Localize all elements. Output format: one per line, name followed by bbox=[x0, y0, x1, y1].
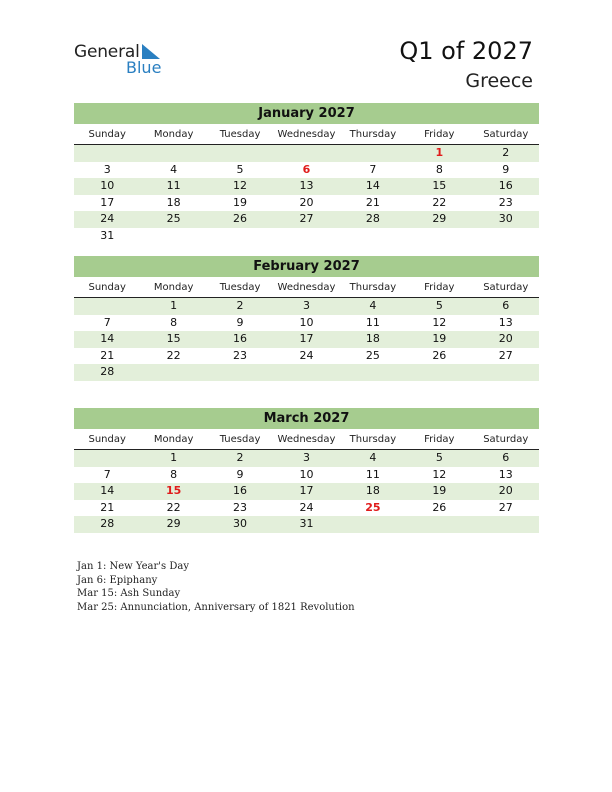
holiday-note: Jan 1: New Year's Day bbox=[77, 561, 189, 572]
date-cell: 24 bbox=[100, 212, 115, 225]
weekday-label: Thursday bbox=[349, 129, 397, 140]
date-cell: 11 bbox=[365, 467, 380, 481]
logo-blue-text: Blue bbox=[126, 58, 162, 77]
logo-general-text: General bbox=[74, 42, 140, 62]
holiday-note: Jan 6: Epiphany bbox=[77, 574, 158, 586]
weekday-label: Wednesday bbox=[277, 434, 336, 445]
date-cell: 3 bbox=[103, 162, 111, 176]
date-cell: 27 bbox=[299, 212, 314, 225]
weekday-label: Wednesday bbox=[277, 282, 336, 293]
date-cell: 2 bbox=[502, 146, 510, 159]
date-cell: 9 bbox=[236, 315, 244, 329]
date-cell: 6 bbox=[502, 451, 510, 464]
date-cell bbox=[140, 145, 206, 162]
date-cell: 9 bbox=[502, 162, 510, 176]
date-cell: 18 bbox=[365, 484, 380, 497]
week-row bbox=[74, 315, 539, 332]
date-cell: 22 bbox=[166, 348, 181, 362]
date-cell: 30 bbox=[498, 212, 513, 225]
holiday-date-cell: 25 bbox=[365, 500, 381, 514]
week-row bbox=[74, 211, 539, 228]
date-cell: 12 bbox=[432, 467, 447, 481]
month-title: February 2027 bbox=[74, 256, 539, 277]
month-calendar bbox=[74, 408, 539, 533]
date-cell: 14 bbox=[365, 179, 380, 192]
date-cell bbox=[140, 364, 206, 381]
date-cell: 25 bbox=[166, 212, 181, 225]
week-row bbox=[74, 364, 539, 381]
date-cell bbox=[406, 364, 472, 381]
date-cell: 8 bbox=[170, 467, 178, 481]
date-cell: 21 bbox=[100, 348, 115, 362]
date-cell bbox=[273, 364, 339, 381]
date-cell: 1 bbox=[170, 451, 178, 464]
date-cell bbox=[207, 145, 273, 162]
date-cell: 21 bbox=[100, 500, 115, 514]
week-row bbox=[74, 195, 539, 212]
month-title: March 2027 bbox=[74, 408, 539, 429]
weekday-label: Sunday bbox=[88, 129, 126, 140]
holiday-date-cell: 1 bbox=[435, 146, 444, 159]
date-cell: 7 bbox=[103, 315, 111, 329]
date-cell: 12 bbox=[432, 315, 447, 329]
date-cell: 24 bbox=[299, 500, 314, 514]
weekday-label: Friday bbox=[424, 129, 455, 140]
date-cell: 15 bbox=[432, 179, 447, 192]
date-cell bbox=[340, 364, 406, 381]
date-cell bbox=[74, 145, 140, 162]
date-cell: 4 bbox=[369, 451, 377, 464]
date-cell bbox=[473, 228, 539, 245]
date-cell: 6 bbox=[502, 299, 510, 312]
week-row bbox=[74, 162, 539, 179]
holiday-note: Mar 15: Ash Sunday bbox=[77, 588, 181, 599]
date-cell: 3 bbox=[302, 299, 310, 312]
date-cell: 26 bbox=[432, 348, 447, 362]
date-cell: 24 bbox=[299, 348, 314, 362]
date-cell: 28 bbox=[100, 517, 115, 530]
date-cell bbox=[273, 228, 339, 245]
holiday-date-cell: 6 bbox=[302, 162, 311, 176]
weekday-label: Monday bbox=[153, 129, 194, 140]
date-cell: 10 bbox=[299, 315, 314, 329]
date-cell: 13 bbox=[498, 315, 513, 329]
date-cell: 30 bbox=[233, 517, 248, 530]
date-cell: 20 bbox=[299, 195, 314, 209]
weekday-header-row bbox=[74, 280, 539, 298]
date-cell: 3 bbox=[302, 451, 310, 464]
week-row bbox=[74, 331, 539, 348]
date-cell: 4 bbox=[170, 162, 178, 176]
date-cell: 21 bbox=[365, 195, 380, 209]
date-cell bbox=[340, 145, 406, 162]
weekday-label: Friday bbox=[424, 434, 455, 445]
week-row bbox=[74, 178, 539, 195]
date-cell: 14 bbox=[100, 484, 115, 497]
date-cell bbox=[74, 298, 140, 315]
date-cell: 10 bbox=[100, 179, 115, 192]
date-cell bbox=[140, 228, 206, 245]
date-cell: 10 bbox=[299, 467, 314, 481]
date-cell: 19 bbox=[233, 195, 248, 209]
date-cell: 11 bbox=[365, 315, 380, 329]
date-cell: 13 bbox=[498, 467, 513, 481]
weekday-label: Saturday bbox=[483, 434, 529, 445]
date-cell bbox=[406, 228, 472, 245]
date-cell: 5 bbox=[236, 162, 244, 176]
weekday-label: Monday bbox=[153, 434, 194, 445]
date-cell: 29 bbox=[166, 517, 181, 530]
date-cell bbox=[473, 364, 539, 381]
date-cell: 22 bbox=[166, 500, 181, 514]
week-row bbox=[74, 467, 539, 484]
date-cell: 20 bbox=[498, 484, 513, 497]
week-row bbox=[74, 516, 539, 533]
week-row bbox=[74, 228, 539, 245]
date-cell: 7 bbox=[103, 467, 111, 481]
date-cell: 2 bbox=[236, 451, 244, 464]
date-cell: 26 bbox=[233, 212, 248, 225]
weekday-label: Wednesday bbox=[277, 129, 336, 140]
date-cell: 17 bbox=[299, 484, 314, 497]
weekday-label: Tuesday bbox=[219, 434, 261, 445]
date-cell: 31 bbox=[299, 517, 314, 530]
date-cell: 27 bbox=[498, 348, 513, 362]
date-cell bbox=[207, 364, 273, 381]
page-title: Q1 of 2027 bbox=[399, 37, 533, 65]
date-cell: 13 bbox=[299, 179, 314, 192]
logo bbox=[74, 42, 174, 76]
weekday-label: Friday bbox=[424, 282, 455, 293]
weekday-label: Monday bbox=[153, 282, 194, 293]
date-cell: 4 bbox=[369, 299, 377, 312]
week-row bbox=[74, 450, 539, 467]
holiday-date-cell: 15 bbox=[165, 484, 182, 497]
date-cell bbox=[340, 228, 406, 245]
week-row bbox=[74, 145, 539, 162]
date-cell: 8 bbox=[170, 315, 178, 329]
date-cell: 18 bbox=[365, 332, 380, 345]
date-cell bbox=[273, 145, 339, 162]
date-cell: 1 bbox=[170, 299, 178, 312]
date-cell bbox=[207, 228, 273, 245]
date-cell bbox=[340, 516, 406, 533]
holiday-note: Mar 25: Annunciation, Anniversary of 1821 Revolution bbox=[77, 601, 355, 613]
date-cell: 16 bbox=[233, 484, 248, 497]
month-calendar bbox=[74, 256, 539, 381]
date-cell: 23 bbox=[498, 195, 513, 209]
date-cell: 15 bbox=[166, 332, 181, 345]
date-cell: 22 bbox=[432, 195, 447, 209]
date-cell bbox=[473, 516, 539, 533]
holiday-notes bbox=[77, 560, 355, 614]
weekday-header-row bbox=[74, 432, 539, 450]
weekday-label: Sunday bbox=[88, 282, 126, 293]
country-name: Greece bbox=[465, 70, 533, 92]
month-calendar bbox=[74, 103, 539, 244]
date-cell: 9 bbox=[236, 467, 244, 481]
date-cell: 8 bbox=[435, 162, 443, 176]
weekday-label: Thursday bbox=[349, 282, 397, 293]
weekday-label: Thursday bbox=[349, 434, 397, 445]
date-cell: 25 bbox=[365, 348, 380, 362]
date-cell: 23 bbox=[233, 348, 248, 362]
date-cell: 11 bbox=[166, 179, 181, 192]
date-cell: 5 bbox=[435, 451, 443, 464]
week-row bbox=[74, 348, 539, 365]
date-cell bbox=[406, 516, 472, 533]
date-cell: 31 bbox=[100, 228, 115, 242]
date-cell: 29 bbox=[432, 212, 447, 225]
date-cell: 18 bbox=[166, 195, 181, 209]
date-cell: 2 bbox=[236, 299, 244, 312]
week-row bbox=[74, 500, 539, 517]
date-cell bbox=[74, 450, 140, 467]
date-cell: 7 bbox=[369, 162, 377, 176]
date-cell: 17 bbox=[299, 332, 314, 345]
date-cell: 12 bbox=[233, 179, 248, 192]
date-cell: 28 bbox=[100, 365, 115, 378]
date-cell: 19 bbox=[432, 484, 447, 497]
date-cell: 5 bbox=[435, 299, 443, 312]
weekday-label: Saturday bbox=[483, 282, 529, 293]
date-cell: 27 bbox=[498, 500, 513, 514]
date-cell: 23 bbox=[233, 500, 248, 514]
date-cell: 14 bbox=[100, 332, 115, 345]
weekday-label: Tuesday bbox=[219, 282, 261, 293]
weekday-header-row bbox=[74, 127, 539, 145]
weekday-label: Sunday bbox=[88, 434, 126, 445]
date-cell: 16 bbox=[233, 332, 248, 345]
weekday-label: Saturday bbox=[483, 129, 529, 140]
date-cell: 19 bbox=[432, 332, 447, 345]
date-cell: 20 bbox=[498, 332, 513, 345]
week-row bbox=[74, 298, 539, 315]
week-row bbox=[74, 483, 539, 500]
date-cell: 28 bbox=[365, 212, 380, 225]
date-cell: 16 bbox=[498, 179, 513, 192]
weekday-label: Tuesday bbox=[219, 129, 261, 140]
date-cell: 26 bbox=[432, 500, 447, 514]
date-cell: 17 bbox=[100, 195, 115, 209]
month-title: January 2027 bbox=[74, 103, 539, 124]
